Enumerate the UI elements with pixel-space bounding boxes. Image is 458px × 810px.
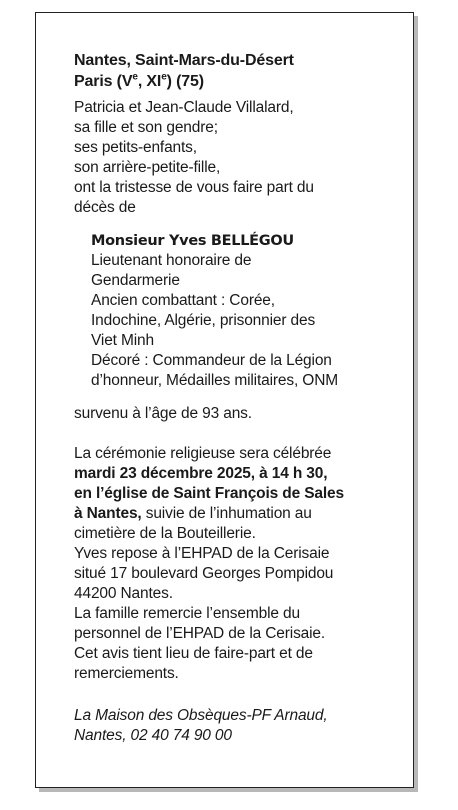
ceremony-line: situé 17 boulevard Georges Pompidou — [74, 565, 334, 582]
family-announcement — [74, 98, 374, 218]
deceased-detail: Lieutenant honoraire de — [91, 252, 252, 269]
deceased-detail: Viet Minh — [91, 332, 154, 349]
heading-dept: ) (75) — [166, 73, 204, 90]
ceremony-line: personnel de l’EHPAD de la Cerisaie. — [74, 625, 326, 642]
heading-line-2 — [74, 71, 374, 92]
intro-line: son arrière-petite-fille, — [74, 159, 221, 176]
heading-sup-2: e — [161, 71, 167, 83]
ceremony-burial: suivie de l’inhumation au — [141, 505, 312, 522]
obituary-notice — [35, 12, 414, 788]
ceremony-line: La famille remercie l’ensemble du — [74, 605, 300, 622]
ceremony-line: remerciements. — [74, 665, 179, 682]
funeral-home-signature — [74, 706, 374, 746]
signature-line-2: Nantes, 02 40 74 90 00 — [74, 727, 232, 744]
ceremony-line: Cet avis tient lieu de faire-part et de — [74, 645, 313, 662]
deceased-detail: Décoré : Commandeur de la Légion — [91, 352, 332, 369]
ceremony-line: La cérémonie religieuse sera célébrée — [74, 445, 332, 462]
intro-line: Patricia et Jean-Claude Villalard, — [74, 99, 294, 116]
ceremony-city-line — [74, 504, 374, 524]
ceremony-line: 44200 Nantes. — [74, 585, 173, 602]
ceremony-date: mardi 23 décembre 2025, à 14 h 30, — [74, 465, 328, 482]
intro-line: décès de — [74, 199, 136, 216]
deceased-name: Monsieur Yves BELLÉGOU — [91, 233, 294, 249]
deceased-detail: d’honneur, Médailles militaires, ONM — [91, 372, 339, 389]
heading-paris: Paris (V — [74, 73, 133, 90]
intro-line: ont la tristesse de vous faire part du — [74, 179, 314, 196]
age-statement — [74, 404, 374, 424]
ceremony-city: à Nantes, — [74, 505, 142, 522]
ceremony-details — [74, 444, 374, 684]
deceased-detail: Ancien combattant : Corée, — [91, 292, 275, 309]
heading-sup-1: e — [132, 71, 138, 83]
heading-xi: , XI — [137, 73, 162, 90]
heading-line-1: Nantes, Saint-Mars-du-Désert — [74, 52, 294, 69]
age-line: survenu à l’âge de 93 ans. — [74, 405, 252, 422]
deceased-detail: Indochine, Algérie, prisonnier des — [91, 312, 316, 329]
deceased-detail: Gendarmerie — [91, 272, 180, 289]
intro-line: ses petits-enfants, — [74, 139, 197, 156]
location-heading — [74, 50, 374, 92]
ceremony-place: en l’église de Saint François de Sales — [74, 485, 344, 502]
ceremony-line: Yves repose à l’EHPAD de la Cerisaie — [74, 545, 330, 562]
signature-line-1: La Maison des Obsèques-PF Arnaud, — [74, 707, 328, 724]
intro-line: sa fille et son gendre; — [74, 119, 218, 136]
notice-content — [74, 50, 374, 746]
ceremony-line: cimetière de la Bouteillerie. — [74, 525, 256, 542]
deceased-block — [91, 231, 374, 391]
